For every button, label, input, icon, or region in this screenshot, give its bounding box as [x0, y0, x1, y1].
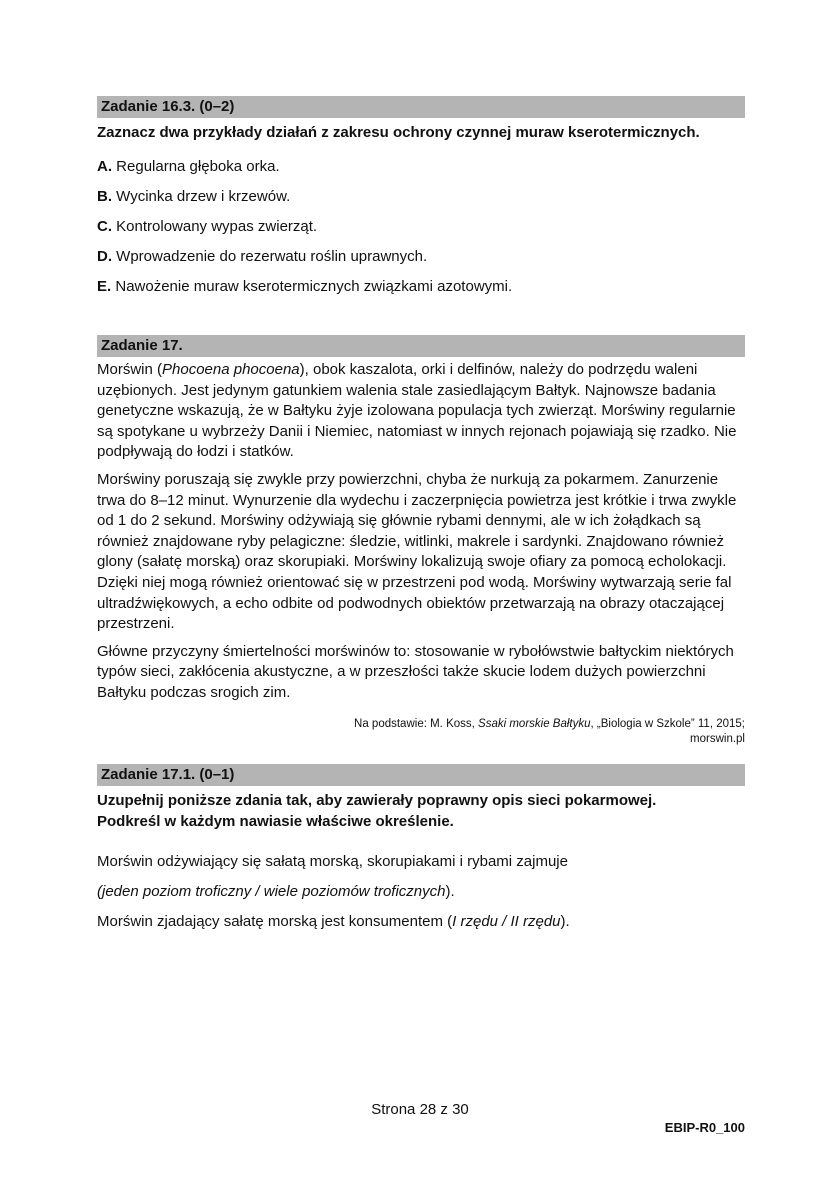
option-text: Wycinka drzew i krzewów. — [116, 188, 291, 205]
option-text: Kontrolowany wypas zwierząt. — [116, 218, 318, 235]
option-letter: D. — [97, 248, 112, 265]
choice-options: I rzędu / II rzędu — [452, 912, 561, 930]
paragraph-text: Morświn ( — [97, 361, 163, 378]
species-latin-name: Phocoena phocoena — [162, 361, 300, 378]
instruction-line-1: Uzupełnij poniższe zdania tak, aby zawierały poprawny opis sieci pokarmowej. — [97, 791, 657, 809]
choice-open-paren: ( — [97, 882, 102, 900]
footer-page-number: Strona 28 z 30 — [371, 1101, 469, 1118]
instruction-line-2: Podkreśl w każdym nawiasie właściwe określenie. — [97, 812, 454, 830]
sentence-text: Morświn zjadający sałatę morską jest konsumentem ( — [97, 912, 453, 930]
sentence-text: ). — [560, 912, 570, 930]
footer-doc-code: EBIP-R0_100 — [664, 1120, 745, 1135]
paragraph-text: ), obok kaszalota, orki i delfinów, należy do podrzędu waleni uzębionych. Jest jedynym gatunkiem walenia stale zasiedlającym Bałtyk. Najnowsze badania genetyczne wskazują, że w Bałtyku żyje izolowana populacja tych zwierząt. Morświny regularnie są spotykane u wybrzeży Danii i Niemiec, natomiast w innych rejonach pojawiają się rzadko. Nie podpływają do łodzi i statków. — [97, 361, 737, 461]
option-row-a — [97, 157, 745, 177]
source-line-1 — [97, 717, 745, 732]
choice-options: jeden poziom troficzny / wiele poziomów troficznych — [102, 882, 446, 900]
sentence-1-choices — [97, 882, 745, 902]
sentence-1: Morświn odżywiający się sałatą morską, skorupiakami i rybami zajmuje — [97, 852, 568, 870]
option-row-e — [97, 277, 745, 297]
task-17-1-instruction — [97, 790, 745, 832]
task-16-3-header: Zadanie 16.3. (0–2) — [97, 96, 745, 118]
sentence-2 — [97, 912, 745, 932]
task-16-3-instruction: Zaznacz dwa przykłady działań z zakresu ochrony czynnej muraw kserotermicznych. — [97, 124, 700, 141]
option-letter: A. — [97, 158, 112, 175]
task-17-paragraph-3: Główne przyczyny śmiertelności morświnów to: stosowanie w rybołówstwie bałtyckim niektórych typów sieci, zakłócenia akustyczne, a w przeszłości także skucie lodem dużych powierzchni Bałtyku podczas srogich zim. — [97, 642, 734, 701]
option-text: Regularna głęboka orka. — [116, 158, 280, 175]
task-17-1-header: Zadanie 17.1. (0–1) — [97, 764, 745, 786]
option-letter: B. — [97, 188, 112, 205]
page-content — [97, 96, 745, 942]
task-16-3-options — [97, 157, 745, 297]
source-line-2: morswin.pl — [690, 732, 745, 745]
option-row-b — [97, 187, 745, 207]
option-text: Nawożenie muraw kserotermicznych związkami azotowymi. — [115, 278, 513, 295]
task-17-1-sentences — [97, 852, 745, 932]
option-letter: C. — [97, 218, 112, 235]
source-text: , „Biologia w Szkole” 11, 2015; — [590, 717, 745, 730]
source-citation — [97, 717, 745, 747]
choice-close-paren: ). — [445, 882, 455, 900]
task-17-header: Zadanie 17. — [97, 335, 745, 357]
source-title: Ssaki morskie Bałtyku — [478, 717, 591, 730]
task-17-paragraph-1 — [97, 360, 745, 463]
option-row-d — [97, 247, 745, 267]
source-text: Na podstawie: M. Koss, — [354, 717, 479, 730]
task-17-paragraph-2: Morświny poruszają się zwykle przy powierzchni, chyba że nurkują za pokarmem. Zanurzenie trwa do 8–12 minut. Wynurzenie dla wydechu i zaczerpnięcia powietrza jest krótkie i trwa zwykle od 1 do 2 sekund. Morświny odżywiają się głównie rybami dennymi, ale w ich żołądkach są również znajdowane ryby pelagiczne: śledzie, witlinki, makrele i sardynki. Znajdowano również glony (sałatę morską) oraz skorupiaki. Morświny lokalizują swoje ofiary za pomocą echolokacji. Dzięki niej mogą również orientować się w przestrzeni pod wodą. Morświny wytwarzają serie fal ultradźwiękowych, a echo odbite od podwodnych obiektów przetwarzają na obrazy otaczającej przestrzeni. — [97, 470, 737, 633]
option-text: Wprowadzenie do rezerwatu roślin uprawnych. — [116, 248, 428, 265]
option-row-c — [97, 217, 745, 237]
option-letter: E. — [97, 278, 112, 295]
